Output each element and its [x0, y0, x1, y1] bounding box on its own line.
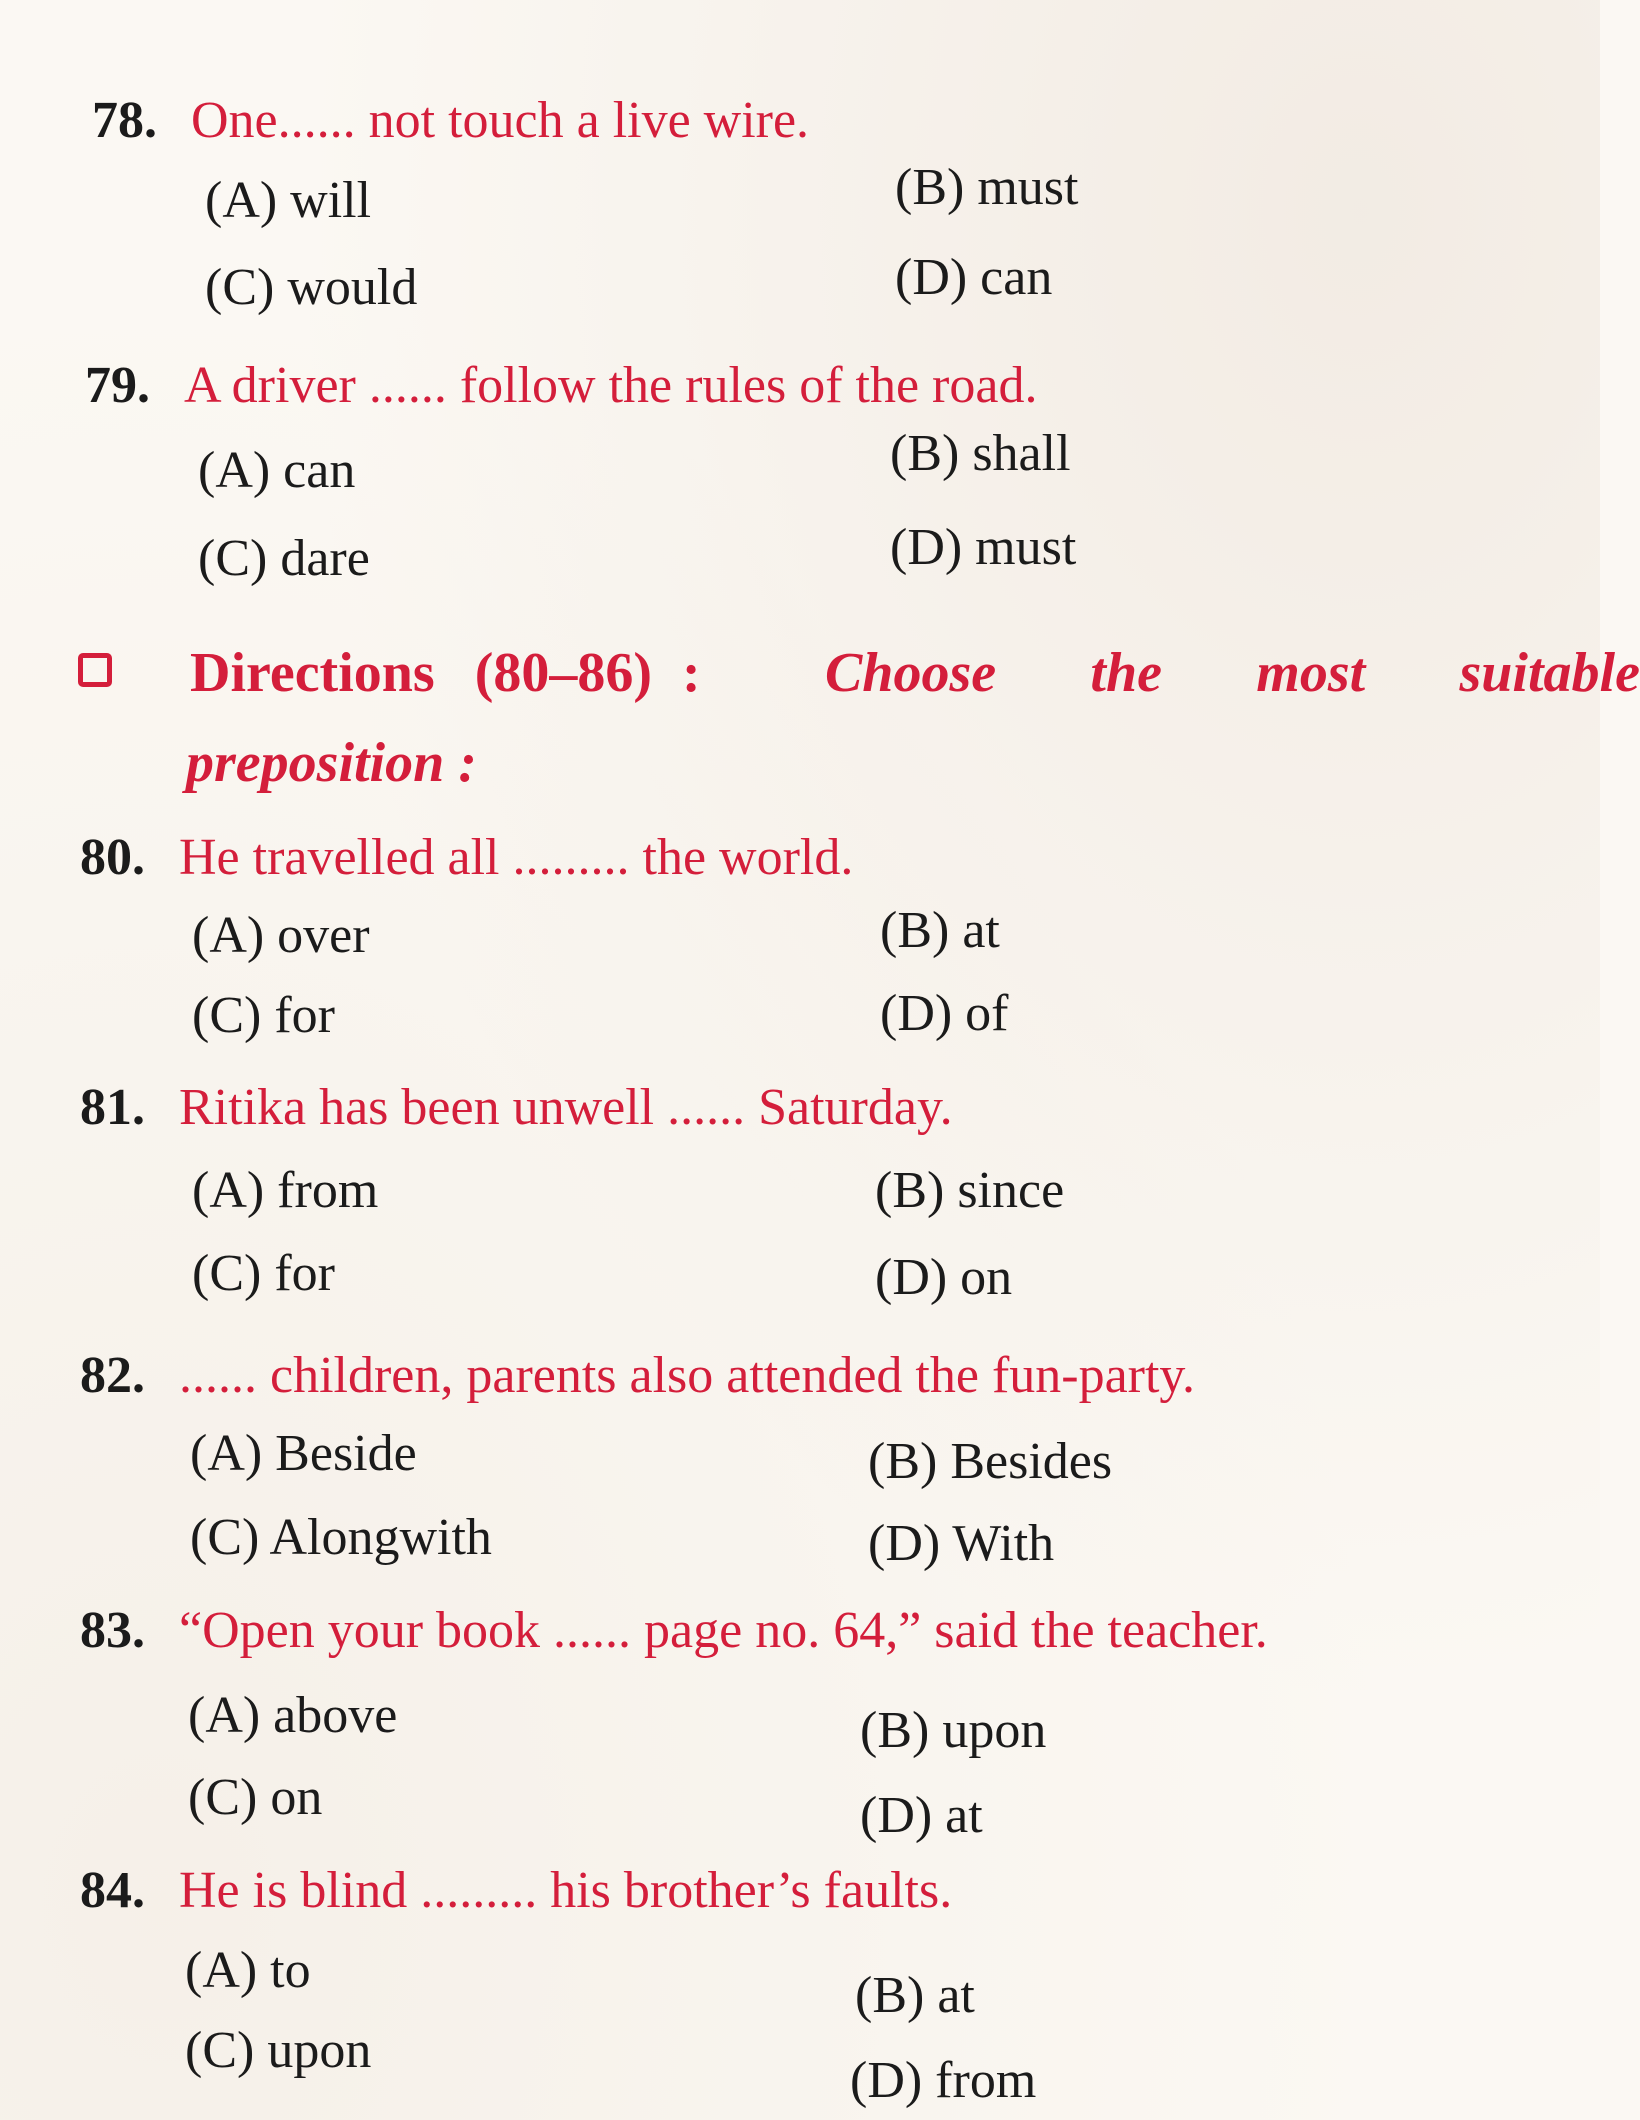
- question-stem: “Open your book ...... page no. 64,” said the teacher.: [179, 1602, 1268, 1659]
- option-b[interactable]: (B) upon: [860, 1702, 1047, 1759]
- option-b[interactable]: (B) Besides: [868, 1433, 1113, 1490]
- question-stem: He is blind ......... his brother’s faults.: [179, 1862, 953, 1919]
- option-c[interactable]: (C) Alongwith: [190, 1509, 492, 1566]
- question-number: 79.: [85, 357, 150, 414]
- question-number: 82.: [80, 1347, 145, 1404]
- option-b[interactable]: (B) shall: [890, 425, 1071, 482]
- option-d[interactable]: (D) from: [850, 2052, 1037, 2109]
- question-83: [80, 1602, 1268, 1659]
- question-81: [80, 1079, 953, 1136]
- question-stem: One...... not touch a live wire.: [191, 92, 810, 149]
- option-a[interactable]: (A) will: [205, 172, 372, 229]
- option-c[interactable]: (C) upon: [185, 2022, 372, 2079]
- option-d[interactable]: (D) must: [890, 519, 1077, 576]
- question-stem: Ritika has been unwell ...... Saturday.: [179, 1079, 953, 1136]
- question-80: [80, 829, 854, 886]
- directions-word: most: [1256, 642, 1366, 704]
- option-d[interactable]: (D) With: [868, 1515, 1055, 1572]
- directions-range: (80–86): [474, 642, 652, 704]
- option-c[interactable]: (C) on: [188, 1769, 323, 1826]
- option-d[interactable]: (D) at: [860, 1787, 983, 1844]
- option-a[interactable]: (A) to: [185, 1942, 311, 1999]
- option-d[interactable]: (D) can: [895, 249, 1053, 306]
- directions-colon: :: [682, 642, 701, 704]
- question-number: 78.: [92, 92, 157, 149]
- question-stem: ...... children, parents also attended the fun-party.: [179, 1347, 1196, 1404]
- option-c[interactable]: (C) for: [192, 987, 335, 1044]
- option-c[interactable]: (C) dare: [198, 530, 370, 587]
- option-a[interactable]: (A) can: [198, 442, 356, 499]
- directions-line-2: preposition :: [186, 732, 477, 794]
- option-b[interactable]: (B) at: [855, 1967, 975, 2024]
- option-a[interactable]: (A) above: [188, 1687, 398, 1744]
- option-a[interactable]: (A) from: [192, 1162, 379, 1219]
- directions-word: Choose: [824, 642, 997, 704]
- option-d[interactable]: (D) on: [875, 1249, 1013, 1306]
- directions-line: [190, 642, 1640, 704]
- option-a[interactable]: (A) over: [192, 907, 370, 964]
- directions-word: suitable: [1459, 642, 1640, 704]
- directions-word: the: [1090, 642, 1162, 704]
- option-b[interactable]: (B) must: [895, 159, 1079, 216]
- checkbox-icon: [78, 653, 112, 687]
- question-84: [80, 1862, 953, 1919]
- directions-heading: Directions: [190, 642, 435, 704]
- option-c[interactable]: (C) for: [192, 1245, 335, 1302]
- option-b[interactable]: (B) at: [880, 902, 1000, 959]
- option-a[interactable]: (A) Beside: [190, 1425, 417, 1482]
- question-79: [85, 357, 1038, 414]
- option-b[interactable]: (B) since: [875, 1162, 1065, 1219]
- option-c[interactable]: (C) would: [205, 259, 418, 316]
- question-number: 83.: [80, 1602, 145, 1659]
- question-stem: He travelled all ......... the world.: [179, 829, 854, 886]
- question-stem: A driver ...... follow the rules of the road.: [184, 357, 1038, 414]
- question-number: 84.: [80, 1862, 145, 1919]
- question-78: [92, 92, 810, 149]
- option-d[interactable]: (D) of: [880, 985, 1009, 1042]
- question-82: [80, 1347, 1196, 1404]
- question-number: 81.: [80, 1079, 145, 1136]
- question-number: 80.: [80, 829, 145, 886]
